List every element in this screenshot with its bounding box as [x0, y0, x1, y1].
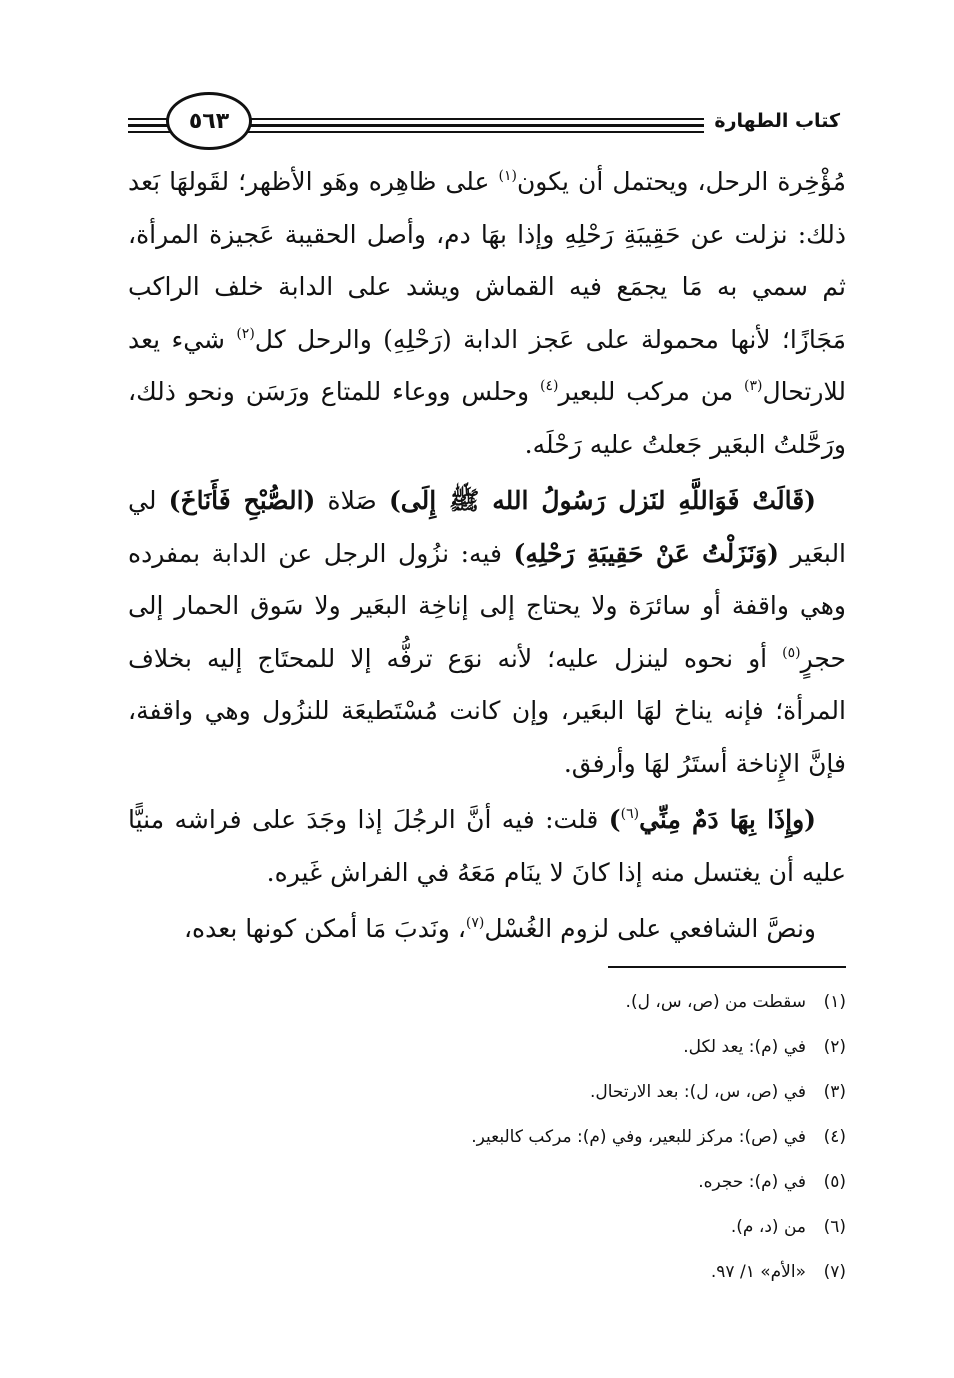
text-run: شيء يعد للارتحال	[128, 324, 846, 406]
paragraph	[128, 794, 846, 899]
text-run: على ظاهِره وهَو الأظهر؛ لقَولهَا بَعد ذلك: نزلت عن حَقِيبَةِ رَحْلِهِ وإذا بهَا دم، وأصل الحقيبة عَجيزة المرأة، ثم سمي به مَا يجمَع فيه القماش ويشد على الدابة خلف الراكب مَجَازًا؛ لأنها محمولة على عَجز الدابة (رَحْلِهِ) والرحل كل	[128, 167, 846, 354]
footnote-text: «الأم» ١/ ٩٧.	[710, 1262, 806, 1282]
text-run: قلت: فيه أنَّ الرجُلَ إذا وجَدَ على فراشه منيًّا عليه أن يغتسل منه إذا كانَ لا ينَام مَعَهُ في الفراش غَيره.	[128, 805, 846, 887]
paragraph	[128, 156, 846, 471]
footnote-number: (٥)	[823, 1172, 846, 1192]
footnote	[128, 1250, 846, 1295]
footnote-number: (٤)	[823, 1127, 846, 1147]
text-run: من مركب للبعير	[558, 377, 745, 406]
footnote-number: (٧)	[823, 1262, 846, 1282]
book-title: كتاب الطهارة	[704, 106, 846, 136]
footnote-number: (٣)	[823, 1082, 846, 1102]
footnote-number: (٦)	[823, 1217, 846, 1237]
footnote-text: في (ص، س، ل): بعد الارتحال.	[589, 1082, 806, 1102]
hadith-quote: (وإِذَا بِهَا دَمٌ مِنِّي	[639, 805, 816, 834]
hadith-quote: (وَنَزَلْتُ عَنْ حَقِيبَةِ رَحْلِهِ)	[513, 538, 779, 568]
hadith-quote: )	[608, 805, 621, 834]
footnote-text: من (د، م).	[730, 1217, 806, 1237]
page-header	[128, 92, 846, 152]
text-run: وحلس ووعاء للمتاع ورَسَن ونحو ذلك، ورَحَّلتُ البعَير جَعلتُ عليه رَحْلَه.	[128, 377, 846, 459]
footnote-text: سقطت من (ص، س، ل).	[625, 992, 806, 1012]
footnote-ref: (٣)	[744, 378, 763, 394]
footnote-ref: (١)	[498, 168, 517, 184]
footnote-number: (١)	[823, 992, 846, 1012]
page-number	[166, 92, 252, 150]
footnote-ref: (٧)	[465, 915, 485, 931]
paragraph	[128, 903, 846, 956]
footnote-text: في (ص): مركز للبعير، وفي (م): مركب كالبعير.	[471, 1127, 806, 1147]
text-run: ونصَّ الشافعي على لزوم الغُسْل	[484, 914, 816, 943]
footnote-text: في (م): يعد لكل.	[683, 1037, 806, 1057]
footnote	[128, 1025, 846, 1070]
text-run: صَلاة	[315, 486, 389, 515]
footnote-separator	[608, 966, 846, 968]
footnote	[128, 1070, 846, 1115]
footnote-number: (٢)	[823, 1037, 846, 1057]
text-run: ، ونَدبَ مَا أمكن كونها بعده،	[183, 914, 466, 943]
footnotes	[128, 980, 846, 1295]
hadith-quote: (الصُّبْحِ فَأَنَاخَ)	[168, 486, 316, 515]
footnote-text: في (م): حجره.	[698, 1172, 806, 1192]
footnote-ref: (٦)	[620, 806, 640, 822]
footnote	[128, 1115, 846, 1160]
footnote-ref: (٤)	[540, 378, 559, 394]
text-run: أو نحوه لينزل عليه؛ لأنه نوَع ترفُّه إلا للمحتَاج إليه بخلاف المرأة؛ فإنه يناخ لهَا البعَير، وإن كانت مُسْتَطيعَة للنزُول وهي واقفة، فإنَّ الإِناخة أستَرُ لهَا وأرفق.	[128, 643, 846, 778]
footnote	[128, 1160, 846, 1205]
hadith-quote: (قَالَتْ فَوَاللَّهِ لنَزل رَسُولُ الله ﷺ إِلَى)	[388, 486, 816, 515]
footnote-ref: (٥)	[782, 644, 801, 661]
text-run: لي البعَير	[128, 486, 847, 568]
footnote-ref: (٢)	[236, 325, 255, 342]
footnote	[128, 1205, 846, 1250]
page-number-text: ٥٦٣	[188, 108, 230, 134]
text-run: فيه: نزُول الرجل عن الدابة بمفرده وهي واقفة أو سائرَة ولا يحتاج إلى إناخِة البعَير ولا سَوق الحمار إلى حجرٍ	[128, 538, 846, 673]
footnote	[128, 980, 846, 1025]
paragraph	[128, 475, 846, 790]
main-text	[128, 156, 846, 960]
text-run: مُؤْخِرة الرحل، ويحتمل أن يكون	[516, 167, 846, 196]
